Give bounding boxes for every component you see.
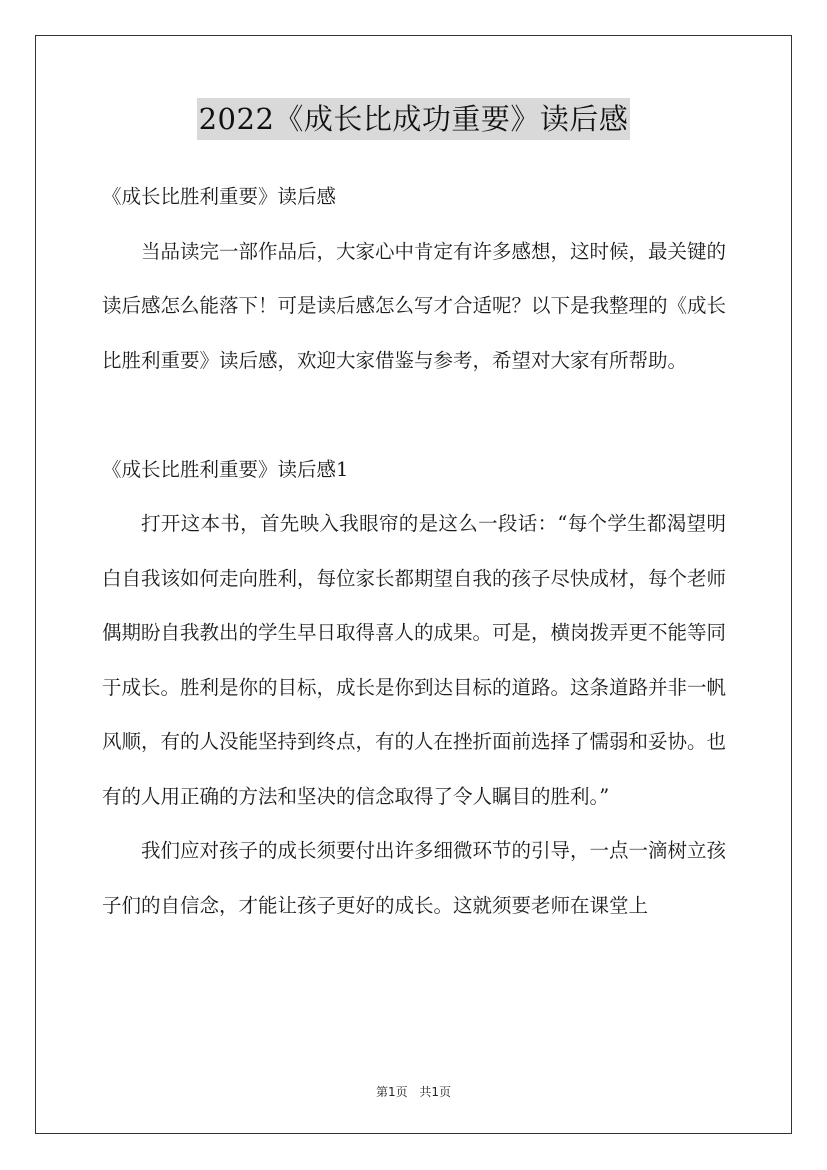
document-subtitle: 《成长比胜利重要》读后感 <box>102 185 337 208</box>
page-total: 共1页 <box>419 1085 452 1099</box>
document-title: 2022《成长比成功重要》读后感 <box>197 98 631 140</box>
page-footer <box>0 1083 827 1100</box>
intro-paragraph: 当品读完一部作品后，大家心中肯定有许多感想，这时候，最关键的读后感怎么能落下！可是读后感怎么写才合适呢？以下是我整理的《成长比胜利重要》读后感，欢迎大家借鉴与参考，希望对大家有所帮助。 <box>102 239 727 372</box>
section-paragraph-1: 打开这本书，首先映入我眼帘的是这么一段话：“每个学生都渴望明白自我该如何走向胜利，每位家长都期望自我的孩子尽快成材，每个老师偶期盼自我教出的学生早日取得喜人的成果。可是，横岗拨弄更不能等同于成长。胜利是你的目标，成长是你到达目标的道路。这条道路并非一帆风顺，有的人没能坚持到终点，有的人在挫折面前选择了懦弱和妥协。也有的人用正确的方法和坚决的信念取得了令人瞩目的胜利。” <box>102 512 727 808</box>
page-number: 第1页 <box>375 1085 408 1099</box>
paragraph-spacer <box>102 388 726 443</box>
document-body <box>102 170 726 933</box>
section-heading: 《成长比胜利重要》读后感1 <box>102 457 349 481</box>
section-paragraph-2: 我们应对孩子的成长须要付出许多细微环节的引导，一点一滴树立孩子们的自信念，才能让孩子更好的成长。这就须要老师在课堂上 <box>102 839 727 917</box>
title-container <box>0 98 827 140</box>
